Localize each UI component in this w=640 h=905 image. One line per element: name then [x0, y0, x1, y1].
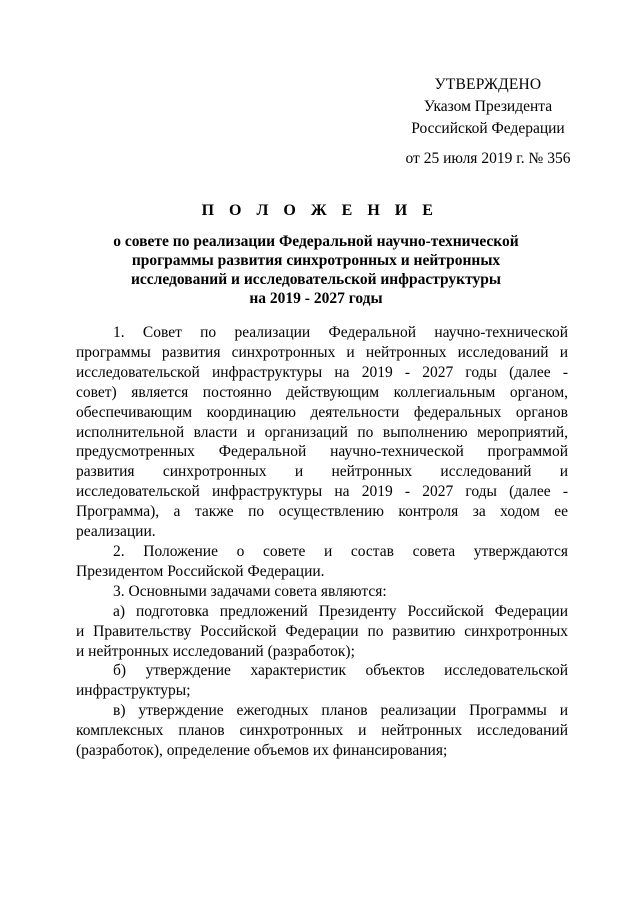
- paragraph-1-line: совет) является постоянно действующим коллегиальным органом,: [76, 383, 568, 401]
- paragraph-2-line: Президентом Российской Федерации.: [76, 562, 325, 580]
- document-title: П О Л О Ж Е Н И Е: [201, 202, 439, 219]
- item-a-line: а) подготовка предложений Президенту Российской Федерации: [113, 602, 568, 620]
- document-subtitle: [100, 232, 532, 308]
- paragraph-2-line: 2. Положение о совете и состав совета утверждаются: [113, 542, 568, 560]
- item-c-line: (разработок), определение объемов их финансирования;: [76, 742, 448, 760]
- subtitle-line: программы развития синхротронных и нейтронных: [131, 252, 501, 269]
- item-b-line: б) утверждение характеристик объектов исследовательской: [113, 662, 568, 680]
- approval-block: [378, 74, 598, 170]
- paragraph-1-line: исследовательской инфраструктуры на 2019 - 2027 годы (далее -: [76, 483, 568, 501]
- paragraph-3-line: 3. Основными задачами совета являются:: [113, 582, 387, 600]
- paragraph-1-line: обеспечивающим координацию деятельности федеральных органов: [76, 403, 568, 421]
- paragraph-1-line: развития синхротронных и нейтронных исследований и: [76, 463, 568, 481]
- subtitle-line: на 2019 - 2027 годы: [249, 290, 383, 307]
- item-a-line: и Правительству Российской Федерации по развитию синхротронных: [76, 622, 568, 640]
- item-b-line: инфраструктуры;: [76, 682, 191, 700]
- approval-issuer: Указом Президента: [423, 98, 553, 115]
- paragraph-1-line: 1. Совет по реализации Федеральной научно-технической: [113, 324, 568, 341]
- subtitle-line: о совете по реализации Федеральной научно-технической: [113, 233, 519, 250]
- paragraph-1-line: исследовательской инфраструктуры на 2019 - 2027 годы (далее -: [76, 363, 568, 381]
- item-a-line: и нейтронных исследований (разработок);: [76, 642, 355, 660]
- paragraph-1-line: предусмотренных Федеральной научно-технической программой: [76, 443, 568, 461]
- item-c-line: комплексных планов синхротронных и нейтронных исследований: [76, 722, 568, 740]
- paragraph-1-line: исполнительной власти и организаций по выполнению мероприятий,: [76, 423, 568, 441]
- item-c-line: в) утверждение ежегодных планов реализации Программы и: [113, 702, 568, 720]
- approval-heading: УТВЕРЖДЕНО: [434, 76, 542, 93]
- approval-country: Российской Федерации: [411, 120, 565, 137]
- paragraph-1-line: программы развития синхротронных и нейтронных исследований и: [76, 343, 568, 361]
- document-body: [76, 323, 568, 761]
- paragraph-1-line: Программа), а также по осуществлению контроля за ходом ее: [76, 503, 568, 521]
- subtitle-line: исследований и исследовательской инфраструктуры: [130, 271, 501, 288]
- paragraph-1-line: реализации.: [76, 523, 156, 541]
- approval-date: от 25 июля 2019 г. № 356: [405, 150, 571, 167]
